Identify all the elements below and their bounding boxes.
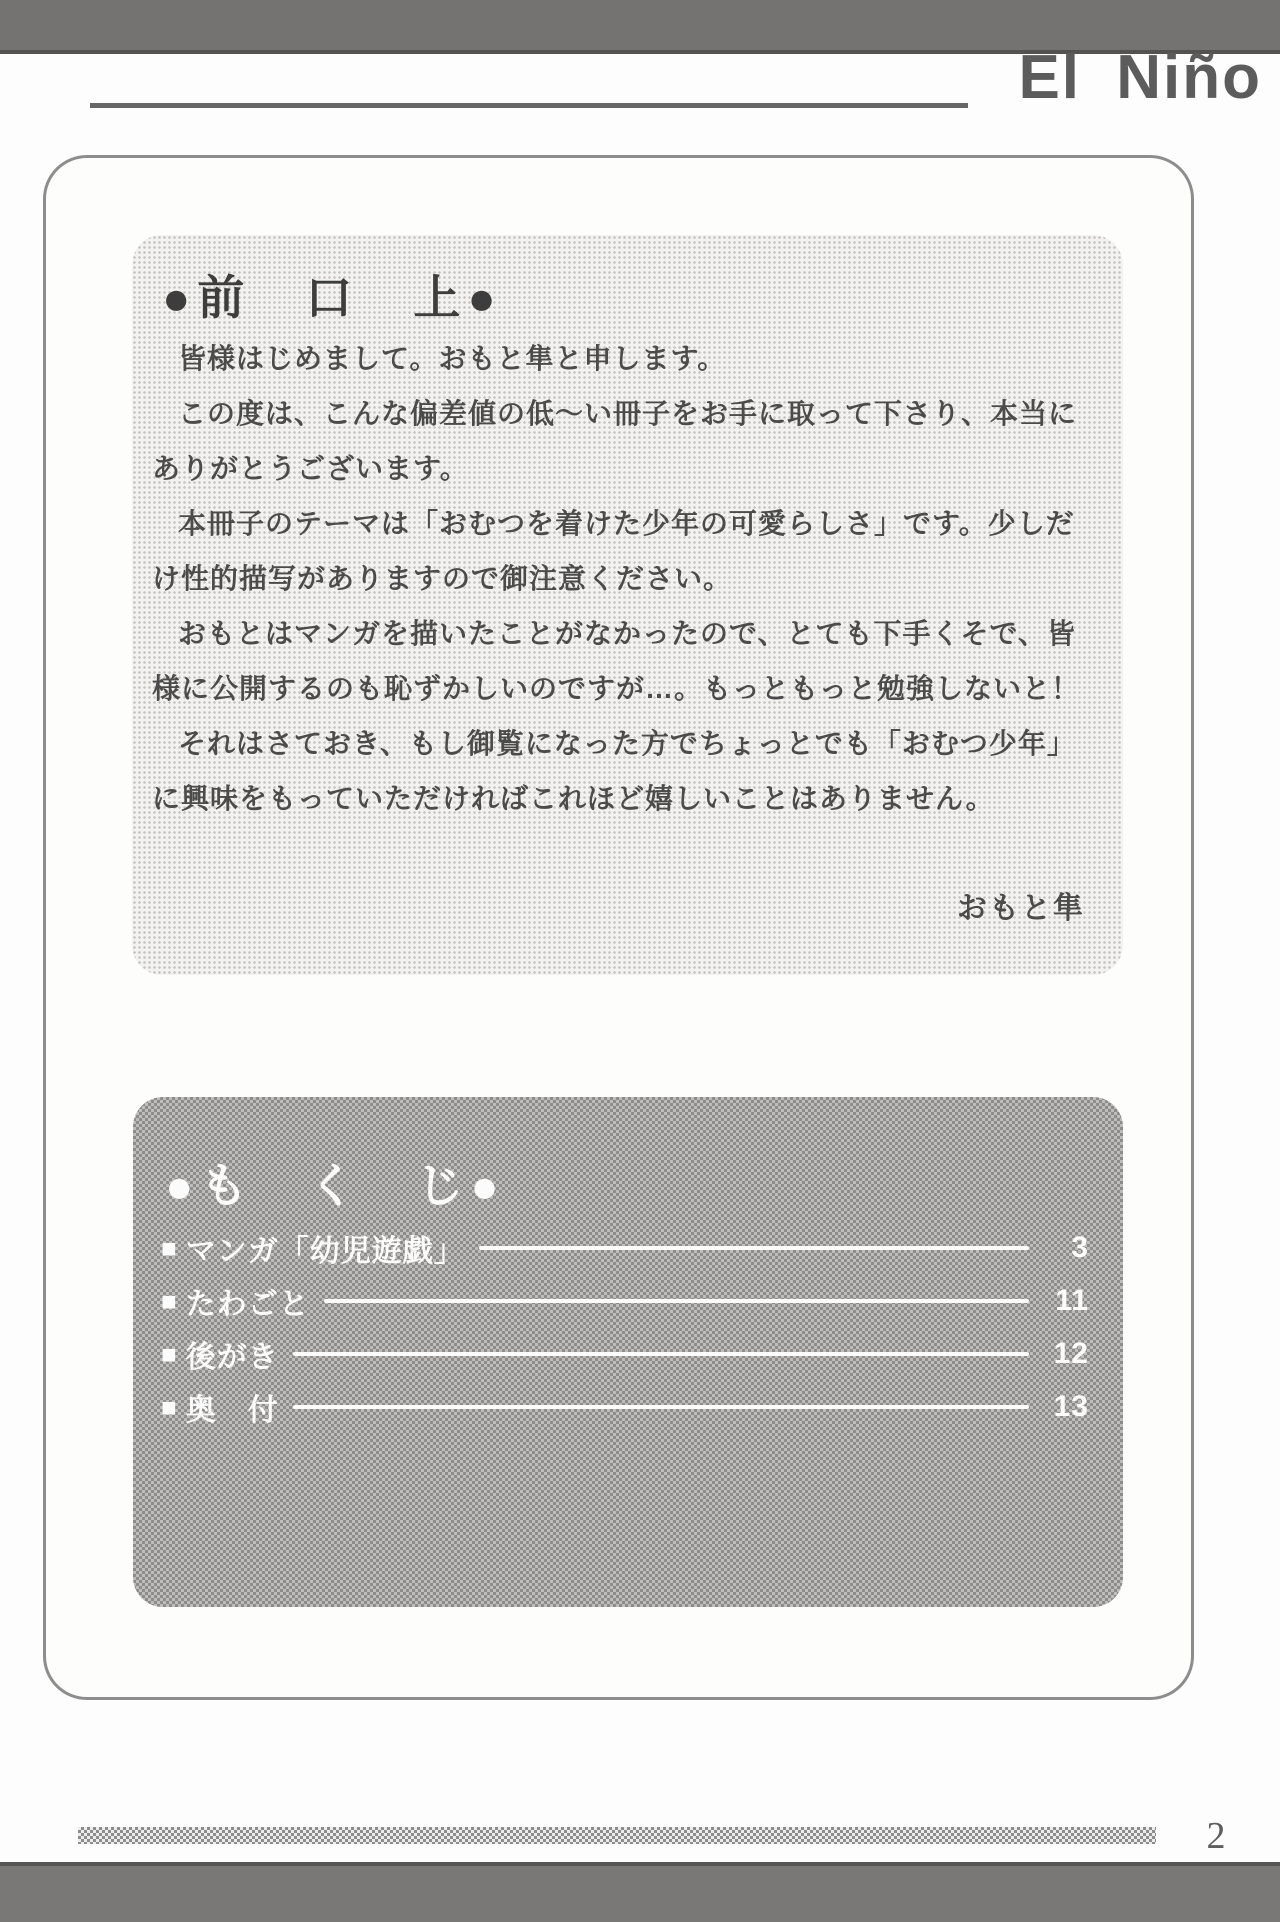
foreword-text-line: 皆様はじめまして。おもと隼と申します。 [178,343,727,374]
foreword-text-line: け性的描写がありますので御注意ください。 [152,563,733,594]
square-bullet-icon: ■ [161,1285,178,1316]
toc-list [161,1221,1089,1433]
toc-title: ●も く じ● [165,1159,506,1212]
toc-item-page: 11 [1055,1283,1089,1317]
page-header-title: El Niño [1018,43,1262,112]
toc-item [161,1221,1089,1274]
toc-leader-line [293,1352,1029,1356]
foreword-text-line: 本冊子のテーマは「おむつを着けた少年の可愛らしさ」です。少しだ [178,508,1075,539]
toc-leader-line [324,1299,1029,1303]
toc-item [161,1380,1089,1433]
bottom-border-bar [0,1862,1280,1922]
toc-leader-line [479,1246,1029,1250]
foreword-text-line: それはさておき、もし御覧になった方でちょっとでも「おむつ少年」 [178,728,1076,759]
foreword-text-line: この度は、こんな偏差値の低～い冊子をお手に取って下さり、本当に [178,398,1078,429]
square-bullet-icon: ■ [161,1232,178,1263]
toc-leader-line [293,1405,1029,1409]
foreword-section [132,235,1123,975]
square-bullet-icon: ■ [161,1391,178,1422]
header-rule [90,103,968,108]
foreword-text-line: 様に公開するのも恥ずかしいのですが…。もっともっと勉強しないと！ [152,673,1081,704]
foreword-text-line: ありがとうございます。 [152,453,469,484]
toc-section [133,1097,1123,1607]
author-signature: おもと隼 [957,892,1085,925]
footer-rule [78,1827,1156,1844]
toc-item [161,1327,1089,1380]
foreword-text-line: に興味をもっていただければこれほど嬉しいことはありません。 [152,783,995,814]
toc-item-page: 13 [1053,1389,1089,1423]
toc-item-page: 3 [1071,1230,1089,1264]
toc-item [161,1274,1089,1327]
toc-item-label: たわごと [185,1287,310,1321]
foreword-text [152,331,1107,826]
square-bullet-icon: ■ [161,1338,178,1369]
foreword-text-line: おもとはマンガを描いたことがなかったので、とても下手くそで、皆 [178,618,1076,649]
toc-item-page: 12 [1053,1336,1089,1370]
toc-item-label: 奥 付 [185,1393,279,1427]
toc-item-label: マンガ「幼児遊戯」 [185,1234,465,1268]
page-number: 2 [1206,1815,1226,1857]
foreword-title: ●前 口 上● [162,271,503,324]
toc-item-label: 後がき [185,1340,279,1374]
